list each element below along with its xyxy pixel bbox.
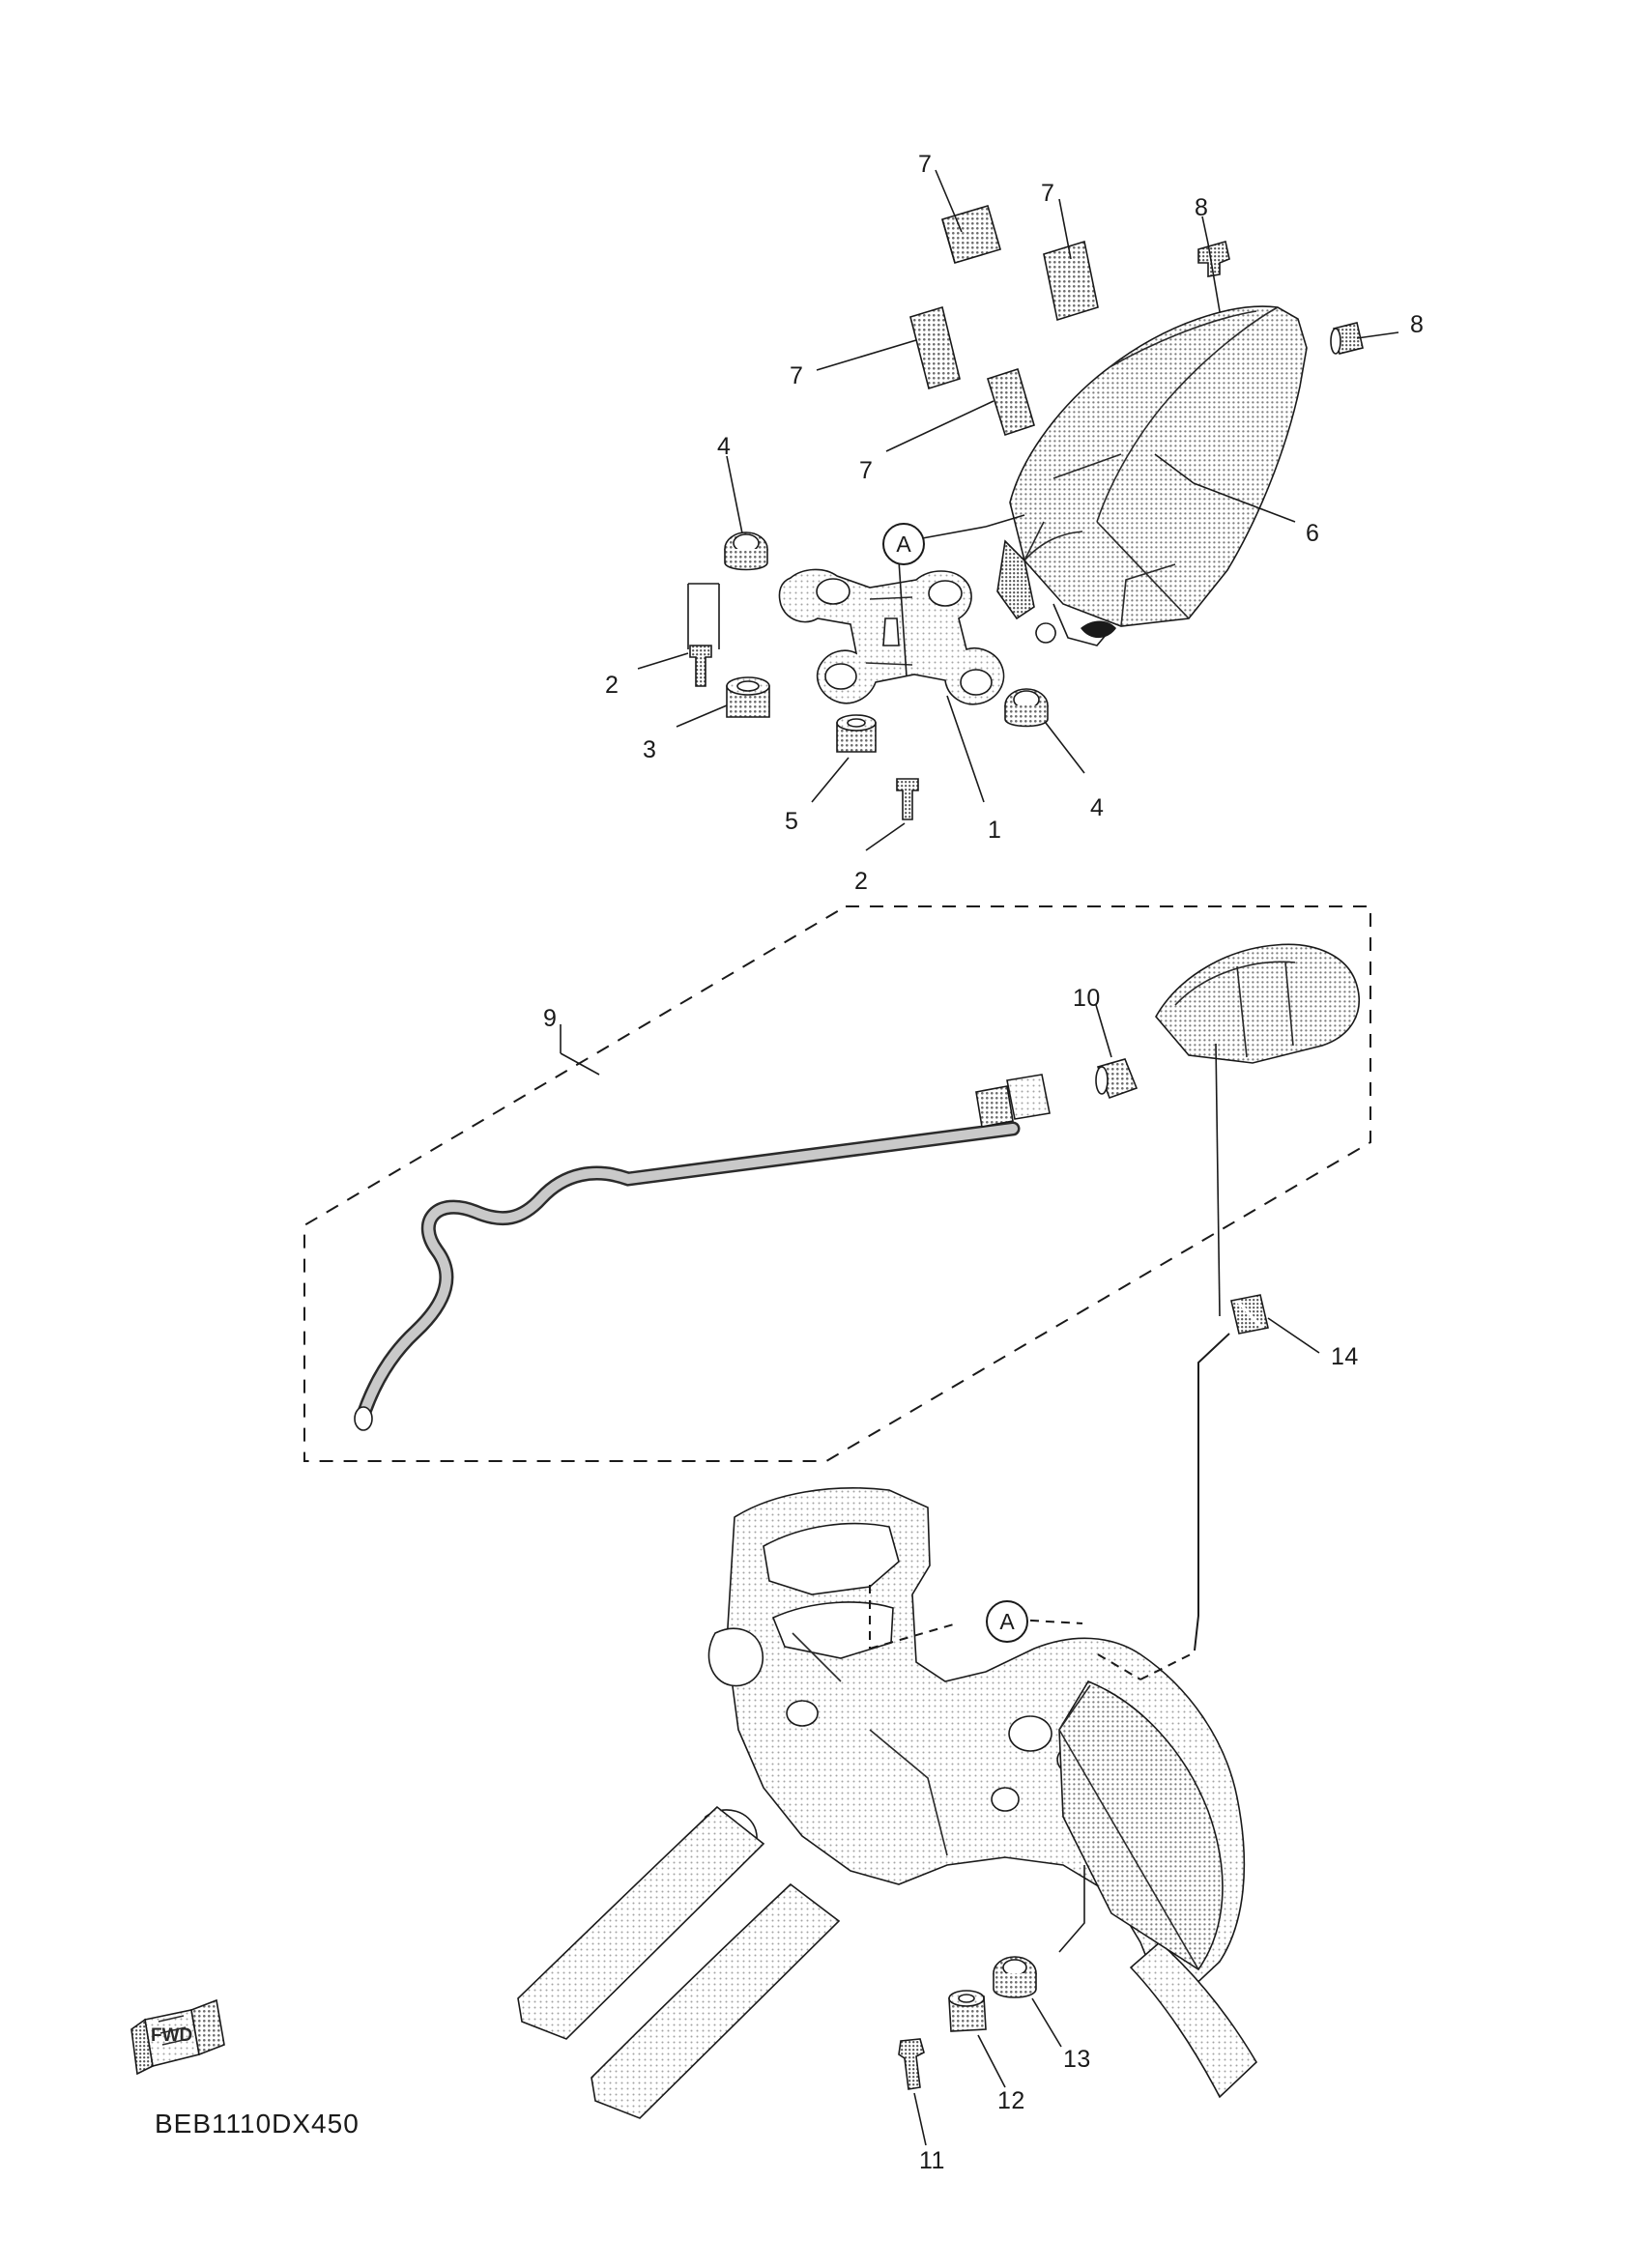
leader-4b — [1046, 723, 1084, 773]
leader-3 — [677, 705, 727, 727]
collar-3 — [727, 677, 769, 717]
leader-10 — [1096, 1005, 1111, 1057]
callout-10: 10 — [1073, 985, 1101, 1012]
pad-7-c — [910, 307, 960, 388]
callout-7-b: 7 — [1041, 180, 1055, 207]
collar-12 — [949, 1991, 986, 2031]
leader-12 — [978, 2035, 1005, 2087]
breather-hose-9 — [355, 1075, 1050, 1430]
frame-assembly — [518, 1488, 1256, 2118]
fwd-direction-label: FWD — [151, 2025, 193, 2046]
bracket-1 — [779, 569, 1003, 703]
callout-6: 6 — [1306, 520, 1320, 547]
callout-4-b: 4 — [1090, 794, 1105, 821]
clip-8-a — [1198, 242, 1229, 276]
callout-2-b: 2 — [854, 868, 869, 895]
callout-8-a: 8 — [1195, 194, 1209, 221]
callout-1: 1 — [988, 817, 1002, 844]
diagram-part-code: BEB1110DX450 — [155, 2109, 360, 2139]
leader-14 — [1268, 1318, 1319, 1353]
leader-frame-mount — [1059, 1865, 1084, 1952]
callout-11: 11 — [919, 2147, 945, 2174]
reference-mark-a-top: A — [882, 523, 925, 565]
leader-7d — [886, 401, 994, 451]
leader-4a — [727, 456, 742, 533]
callout-7-d: 7 — [859, 457, 874, 484]
bolt-2-b — [897, 779, 918, 819]
leader-duct-down — [1216, 1044, 1220, 1316]
reference-mark-a-bottom: A — [986, 1600, 1028, 1643]
callout-5: 5 — [785, 808, 799, 835]
grommet-10 — [1096, 1059, 1137, 1098]
leader-1 — [947, 696, 984, 802]
leader-11 — [914, 2093, 926, 2145]
callout-8-b: 8 — [1410, 311, 1425, 338]
callout-2-a: 2 — [605, 672, 620, 699]
callout-7-c: 7 — [790, 362, 804, 389]
callout-13: 13 — [1063, 2046, 1091, 2073]
clip-14 — [1231, 1295, 1268, 1334]
intake-duct — [1156, 944, 1359, 1063]
callout-7-a: 7 — [918, 151, 933, 178]
bolt-2-a — [690, 646, 711, 686]
callout-12: 12 — [997, 2087, 1025, 2114]
callout-3: 3 — [643, 736, 657, 763]
damper-5 — [837, 715, 876, 752]
callout-4-a: 4 — [717, 433, 732, 460]
callout-9: 9 — [543, 1005, 558, 1032]
leader-13 — [1032, 1998, 1061, 2047]
grommet-4-a — [725, 532, 767, 570]
leader-2a — [638, 653, 688, 669]
callout-14: 14 — [1331, 1343, 1359, 1370]
leader-2b — [866, 823, 905, 850]
pad-7-d — [988, 369, 1034, 435]
clip-14-route — [1195, 1334, 1229, 1651]
leader-8b — [1357, 332, 1398, 338]
leader-7c — [817, 340, 916, 370]
grommet-4-b — [1005, 689, 1048, 727]
grommet-13 — [994, 1957, 1036, 1997]
bolt-11 — [899, 2039, 924, 2089]
pad-7-b — [1044, 242, 1098, 320]
air-cleaner-case — [997, 306, 1307, 646]
leader-5 — [812, 758, 849, 802]
pad-7-a — [942, 206, 1000, 263]
